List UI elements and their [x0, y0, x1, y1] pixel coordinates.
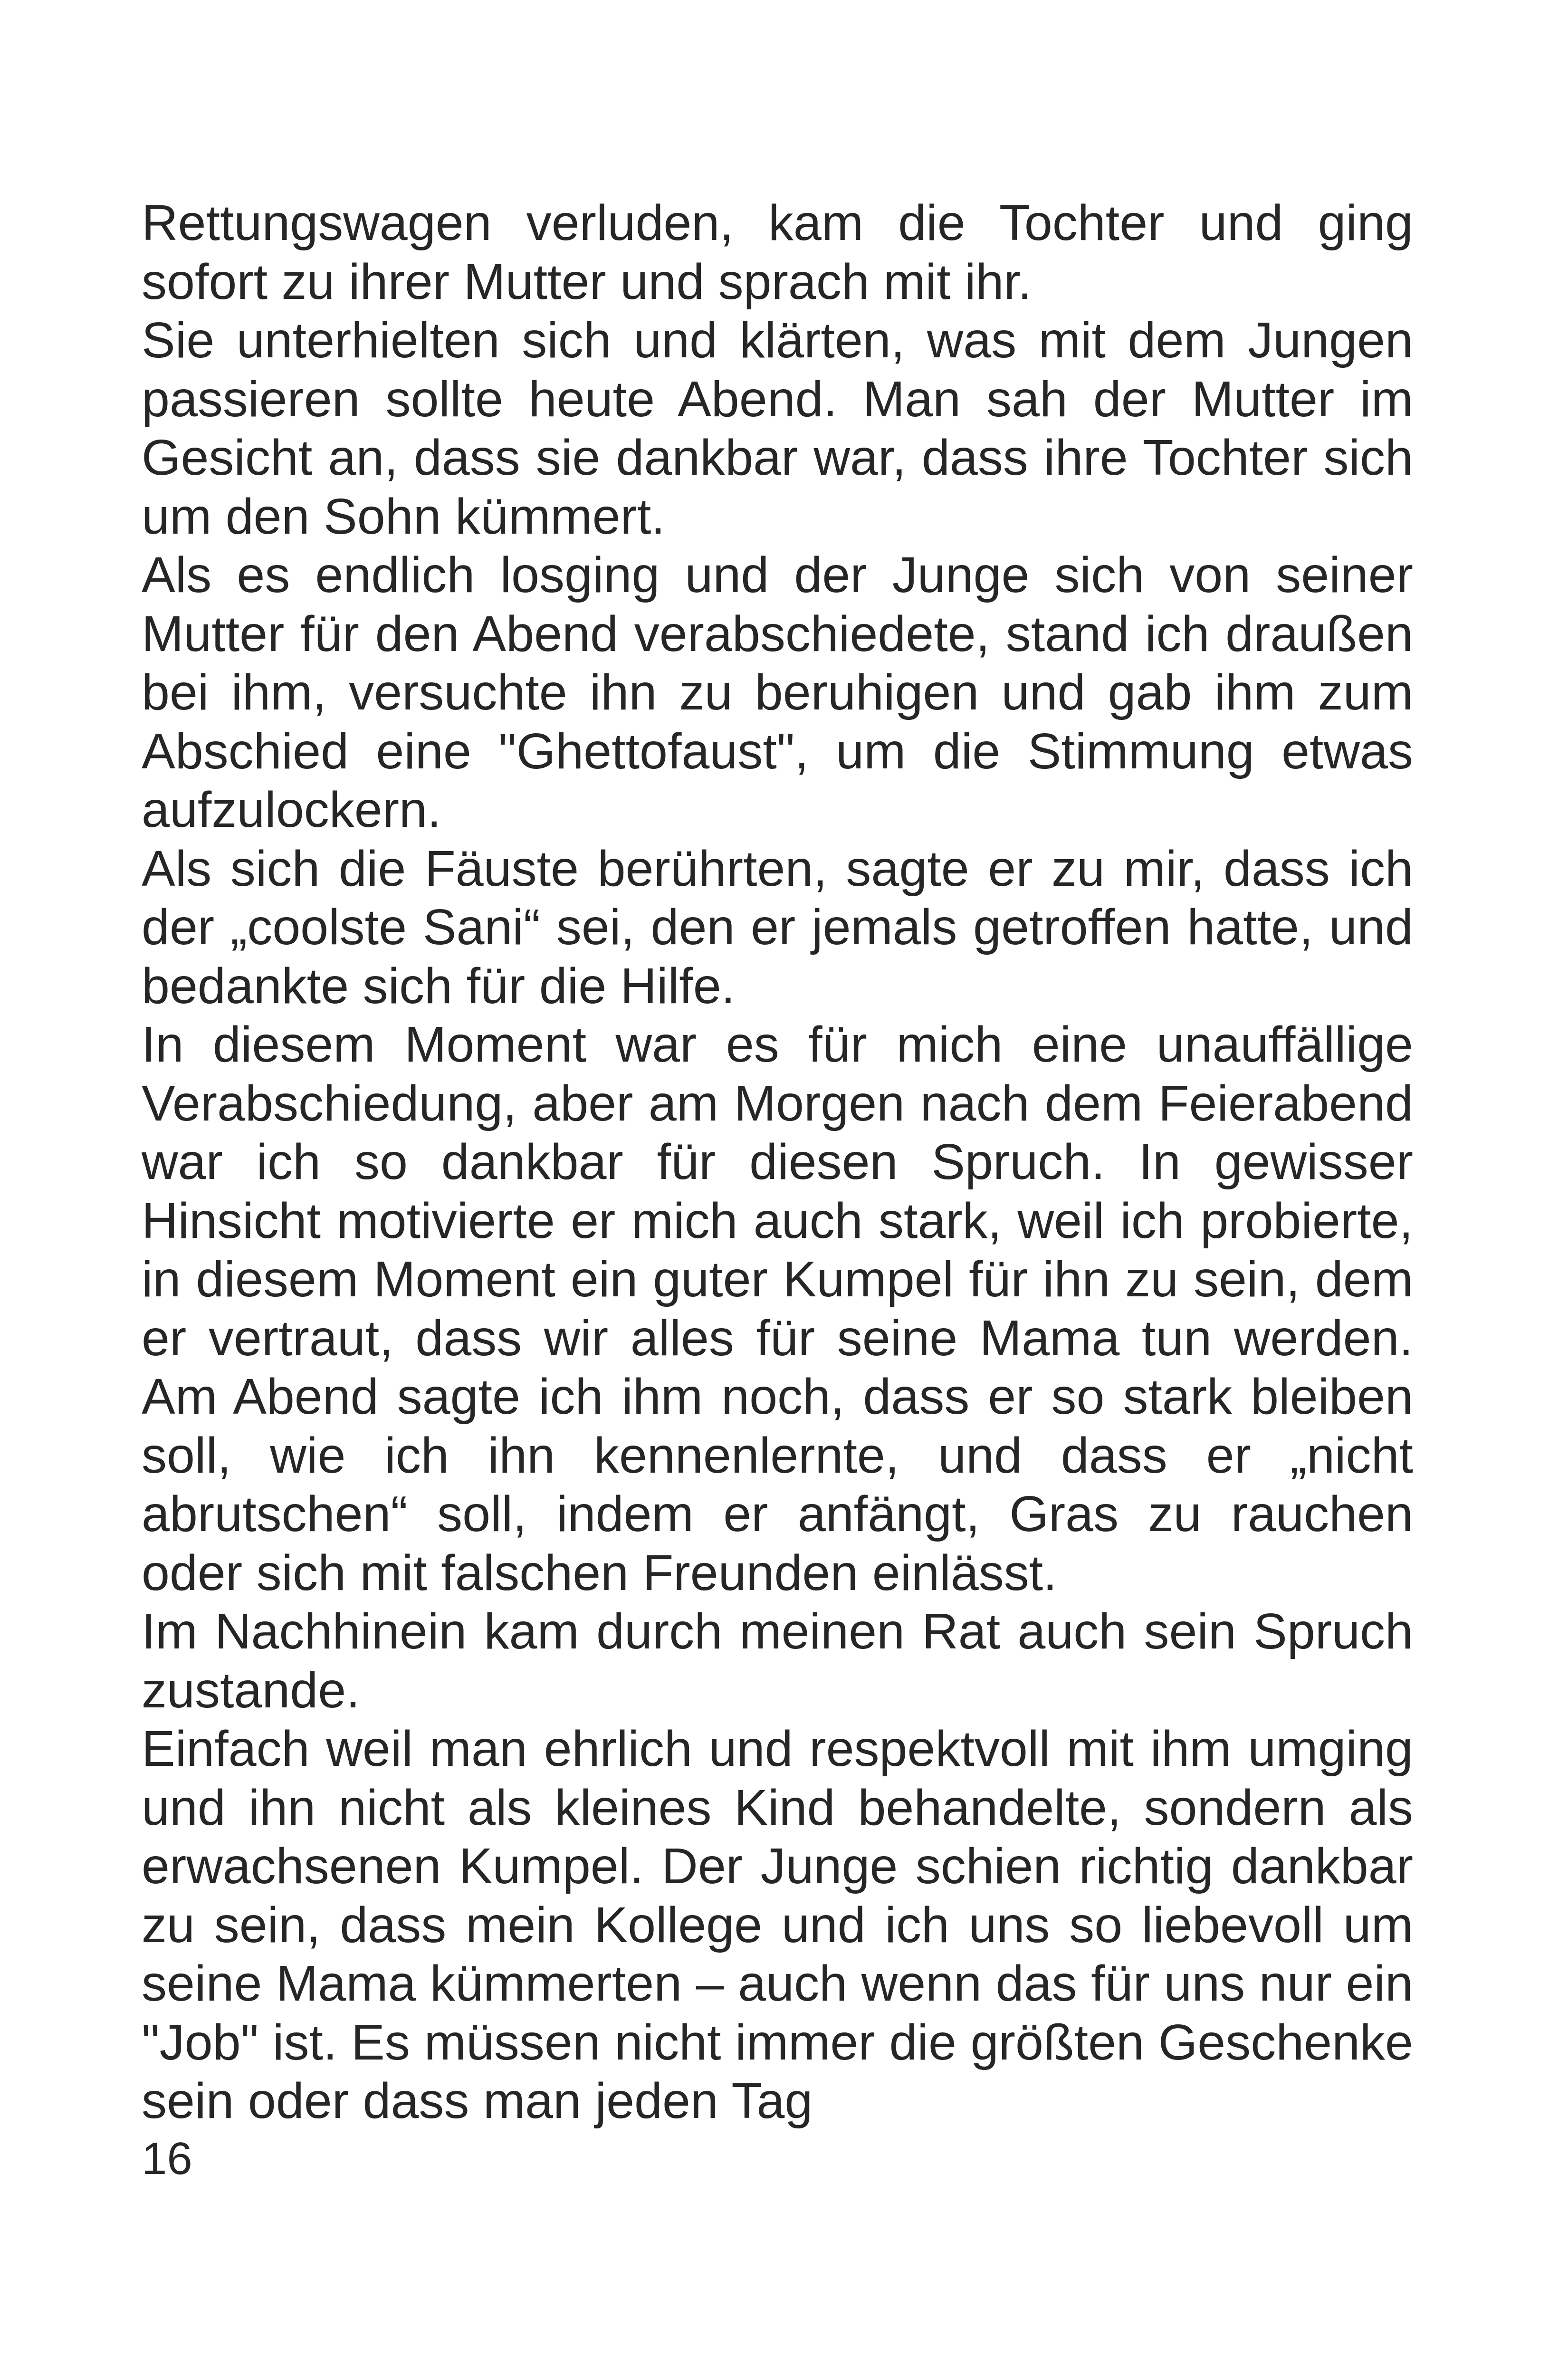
page-number: 16	[142, 2133, 192, 2184]
paragraph-6: Im Nachhinein kam durch meinen Rat auch sein Spruch zustande.	[142, 1603, 1413, 1718]
body-text	[142, 194, 1413, 2131]
paragraph-1: Rettungswagen verluden, kam die Tochter und ging sofort zu ihrer Mutter und sprach mit ihr.	[142, 195, 1413, 310]
paragraph-2: Sie unterhielten sich und klärten, was mit dem Jungen passieren sollte heute Abend. Man sah der Mutter im Gesicht an, dass sie dankbar war, dass ihre Tochter sich um den Sohn kümmert.	[142, 312, 1413, 545]
paragraph-5: In diesem Moment war es für mich eine unauffällige Verabschiedung, aber am Morgen nach dem Feierabend war ich so dankbar für diesen Spruch. In gewisser Hinsicht motivierte er mich auch stark, weil ich probierte, in diesem Moment ein guter Kumpel für ihn zu sein, dem er vertraut, dass wir alles für seine Mama tun werden. Am Abend sagte ich ihm noch, dass er so stark bleiben soll, wie ich ihn kennenlernte, und dass er „nicht abrutschen“ soll, indem er anfängt, Gras zu rauchen oder sich mit falschen Freunden einlässt.	[142, 1016, 1413, 1601]
paragraph-4: Als sich die Fäuste berührten, sagte er zu mir, dass ich der „coolste Sani“ sei, den er jemals getroffen hatte, und bedankte sich für die Hilfe.	[142, 840, 1413, 1014]
paragraph-3: Als es endlich losging und der Junge sich von seiner Mutter für den Abend verabschiedete, stand ich draußen bei ihm, versuchte ihn zu beruhigen und gab ihm zum Abschied eine "Ghettofaust", um die Stimmung etwas aufzulockern.	[142, 547, 1413, 838]
paragraph-7: Einfach weil man ehrlich und respektvoll mit ihm umging und ihn nicht als kleines Kind behandelte, sondern als erwachsenen Kumpel. Der Junge schien richtig dankbar zu sein, dass mein Kollege und ich uns so liebevoll um seine Mama kümmerten – auch wenn das für uns nur ein "Job" ist. Es müssen nicht immer die größten Geschenke sein oder dass man jeden Tag	[142, 1721, 1413, 2129]
